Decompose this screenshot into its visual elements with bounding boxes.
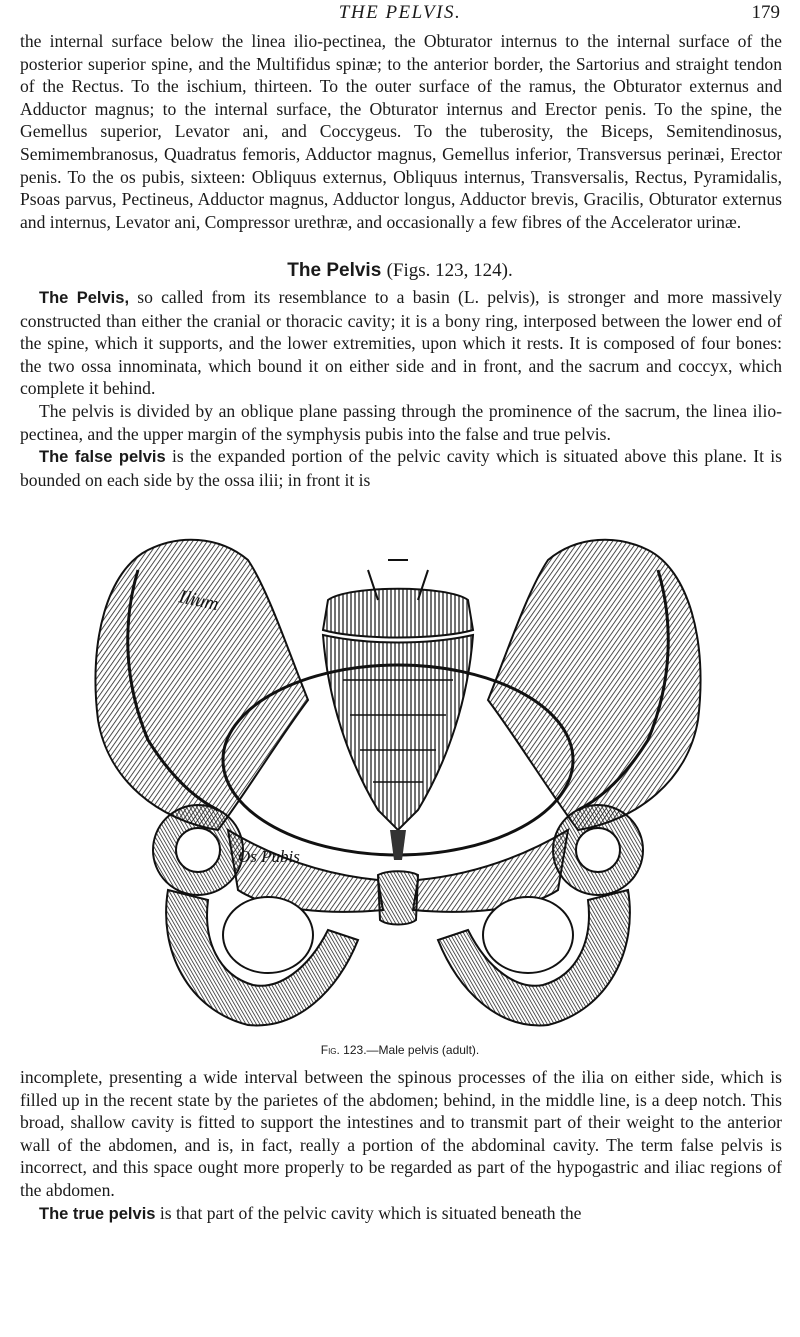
paragraph-muscle-attachments: the internal surface below the linea ilio-pectinea, the Obturator internus to the internal surface of the posterior superior spine, and the Multifidus spinæ; to the anterior border, the Sartorius and straight tendon of the Rectus. To the ischium, thirteen. To the outer surface of the ramus, the Obturator externus and Adductor magnus; to the internal surface, the Obturator internus and Erector penis. To the spine, the Gemellus superior, Levator ani, and Coccygeus. To the tuberosity, the Biceps, Semitendinosus, Semimembranosus, Quadratus femoris, Adductor magnus, Gemellus inferior, Transversus perinæi, Erector penis. To the os pubis, sixteen: Obliquus externus, Obliquus internus, Transversalis, Rectus, Pyramidalis, Psoas parvus, Pectineus, Adductor magnus, Adductor longus, Adductor brevis, Gracilis, Obturator externus and internus, Levator ani, Compressor urethræ, and occasionally a few fibres of the Accelerator urinæ.	[20, 31, 782, 232]
paragraph-false-pelvis-continued	[20, 1066, 782, 1202]
right-ilium	[488, 540, 701, 830]
section-heading	[0, 260, 800, 282]
paragraph-pelvis-definition	[20, 286, 782, 400]
paragraph-text: The pelvis is divided by an oblique plane passing through the prominence of the sacrum, the linea ilio-pectinea, and the upper margin of the symphysis pubis into the false and true pelvis.	[20, 400, 782, 444]
page-number: 179	[751, 2, 780, 23]
paragraph-true-pelvis	[20, 1202, 782, 1226]
pelvis-illustration	[78, 530, 718, 1036]
section-figure-ref: (Figs. 123, 124).	[386, 260, 513, 281]
paragraph-pelvis-division	[20, 400, 782, 445]
paragraph-text: so called from its resemblance to a basin (L. pelvis), is stronger and more massively constructed than either the cranial or thoracic cavity; it is a bony ring, interposed between the lower end of the spine, which it supports, and the lower extremities, upon which it rests. It is composed of four bones: the two ossa innominata, which bound it on either side and in front, and the sacrum and coccyx, which complete it behind.	[20, 287, 782, 399]
paragraph-text: is that part of the pelvic cavity which is situated beneath the	[155, 1202, 582, 1223]
paragraph-text: is the expanded portion of the pelvic cavity which is situated above this plane. It is bounded on each side by the ossa ilii; in front it is	[20, 446, 783, 490]
paragraph-continuation	[20, 1066, 782, 1225]
pelvis-description	[20, 286, 782, 491]
caption-text: —Male pelvis (adult).	[366, 1043, 480, 1057]
lumbar-vertebra	[323, 589, 473, 638]
running-header	[0, 2, 800, 28]
section-title: The Pelvis	[287, 260, 382, 281]
label-os-pubis: Os Pubis	[238, 847, 300, 866]
caption-label: Fig. 123.	[320, 1043, 367, 1057]
left-obturator-foramen	[223, 897, 313, 973]
label-ilium: Ilium	[176, 586, 221, 616]
keyword: The Pelvis,	[39, 289, 130, 307]
keyword: The false pelvis	[39, 448, 166, 467]
running-title: THE PELVIS.	[338, 2, 462, 23]
figure-caption	[0, 1043, 800, 1057]
paragraph-false-pelvis	[20, 445, 782, 491]
right-obturator-foramen	[483, 897, 573, 973]
paragraph-text: incomplete, presenting a wide interval between the spinous processes of the ilia on either side, which is filled up in the recent state by the parietes of the abdomen; behind, in the middle line, is a deep notch. This broad, shallow cavity is fitted to support the intestines and to transmit part of their weight to the anterior wall of the abdomen, and is, in fact, really a portion of the abdominal cavity. The term false pelvis is incorrect, and this space ought more properly to be regarded as part of the hypogastric and iliac regions of the abdomen.	[20, 1067, 782, 1200]
keyword: The true pelvis	[39, 1204, 156, 1223]
left-ilium	[95, 540, 308, 830]
